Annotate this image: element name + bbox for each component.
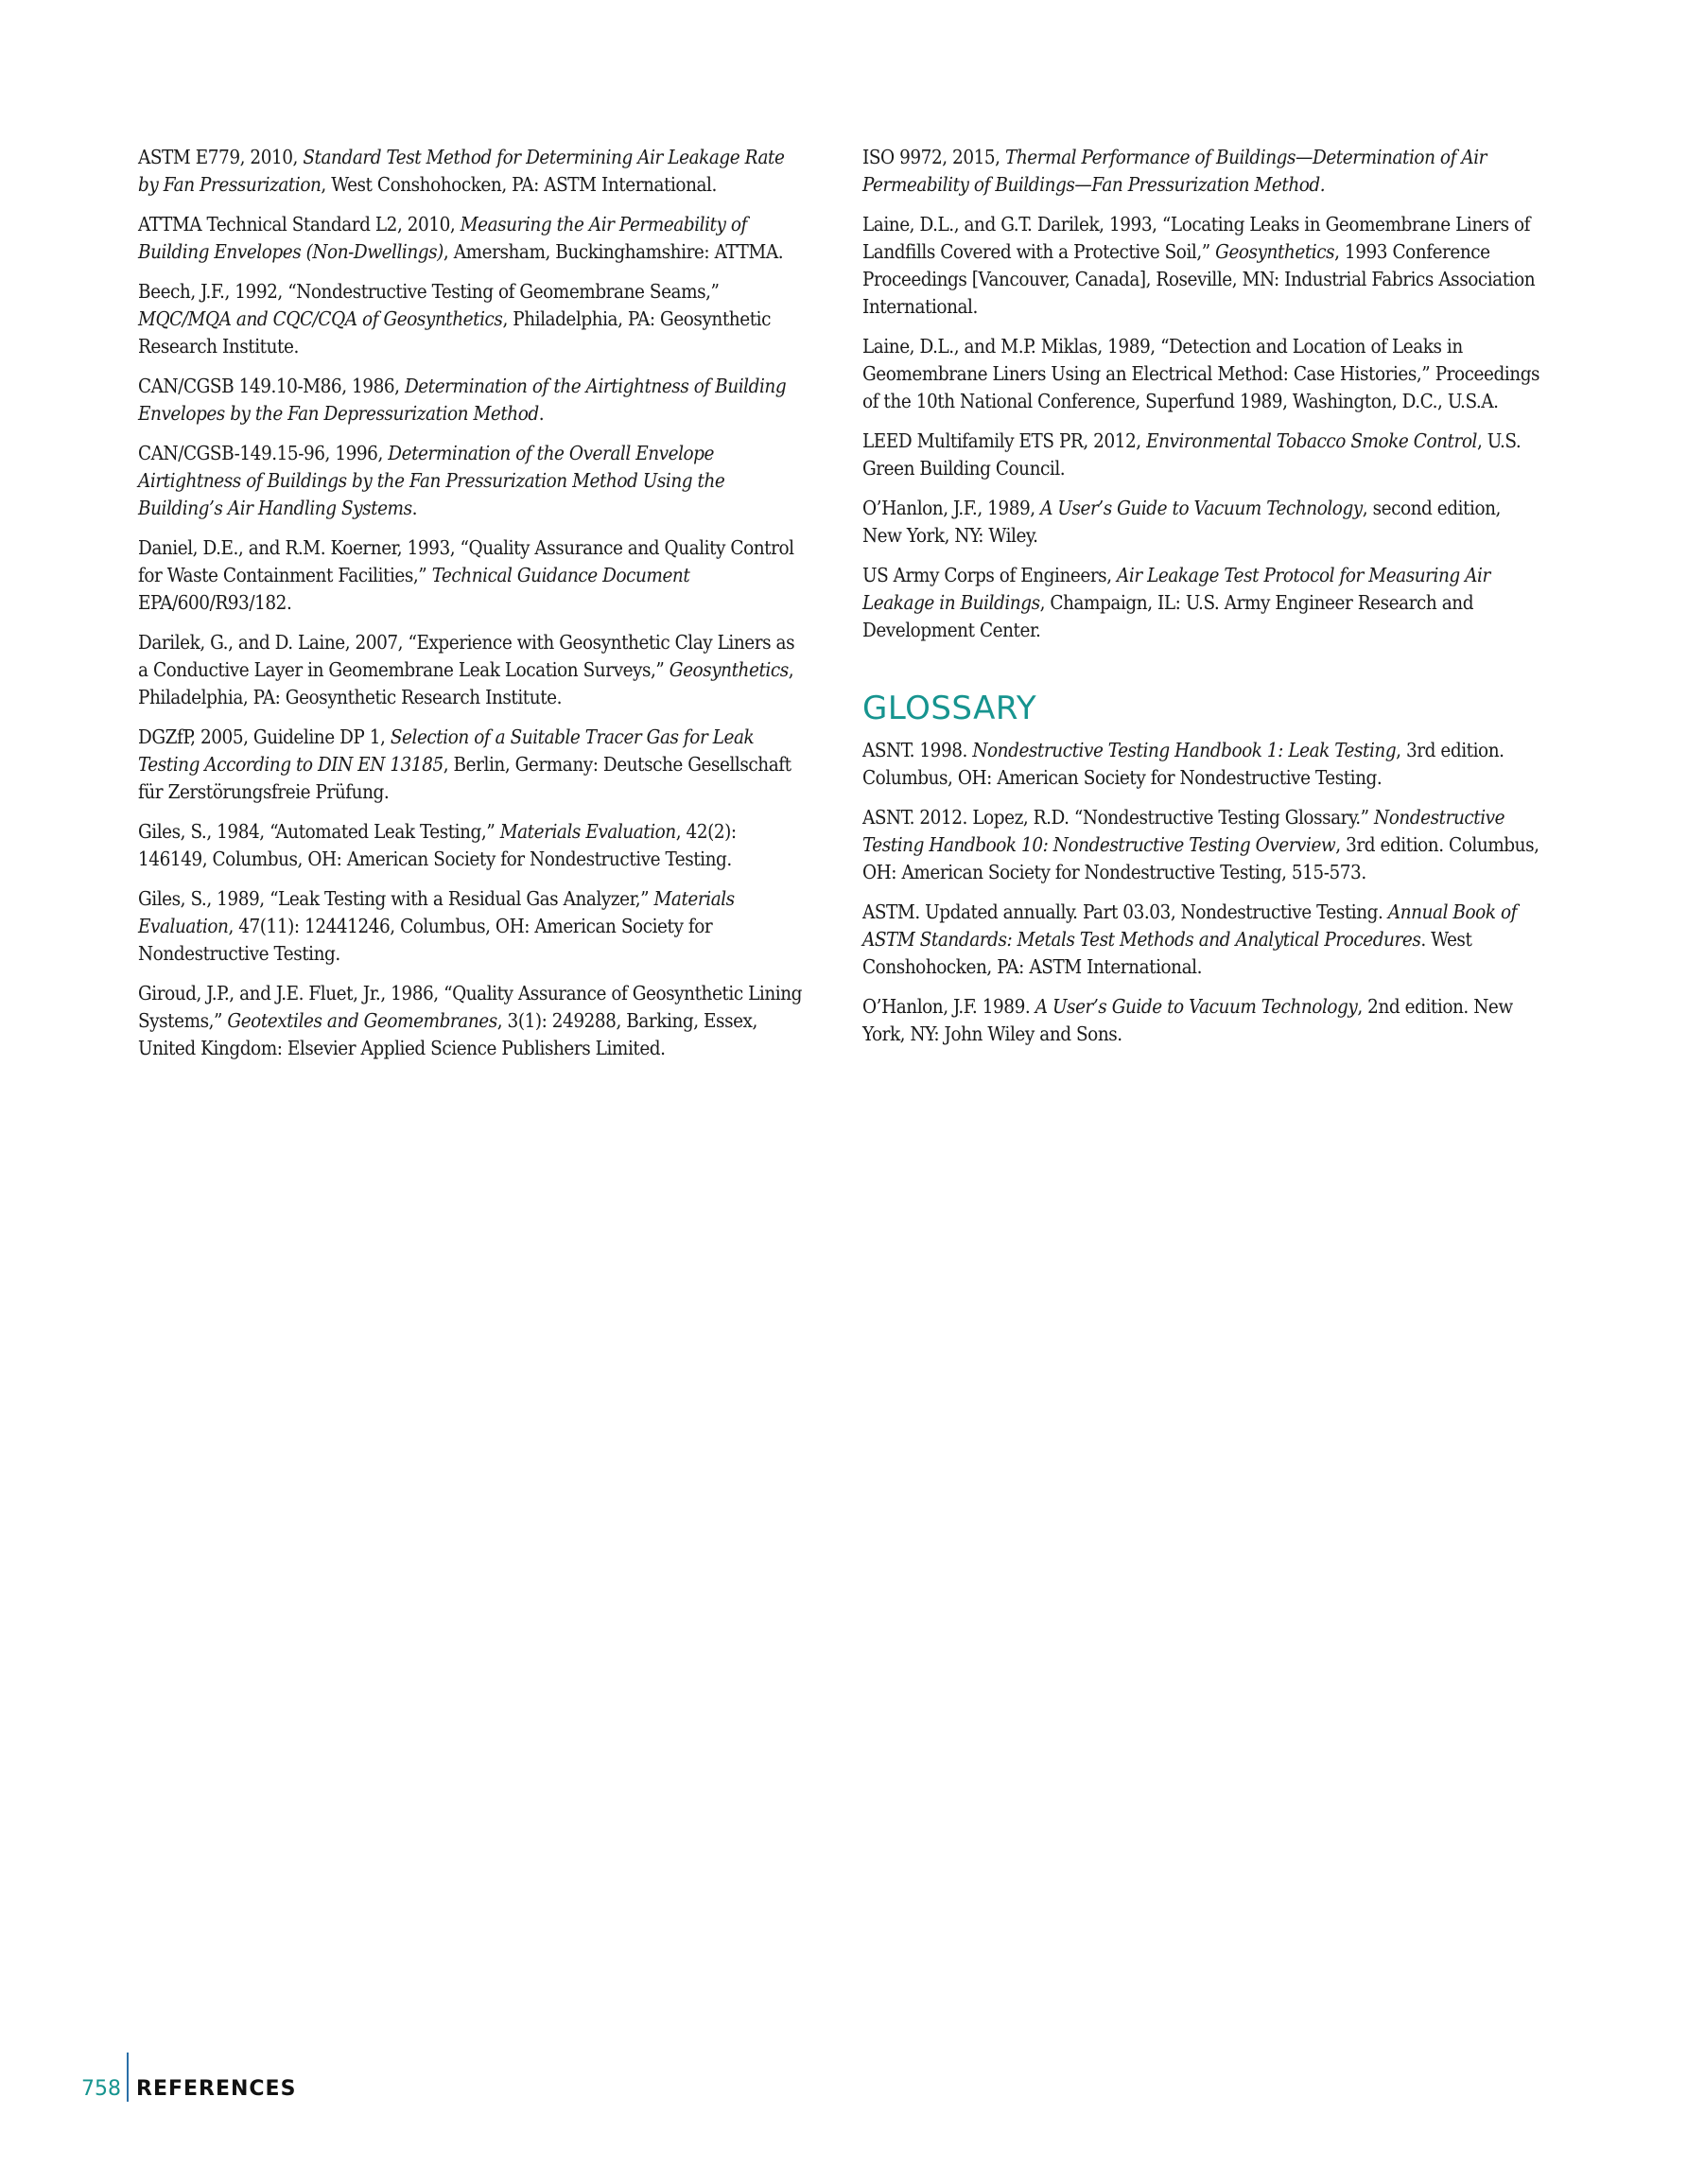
references-column-left xyxy=(138,144,809,1075)
reference-text: ASTM E779, 2010, xyxy=(138,146,304,168)
reference-text: , 3rd edition. Columbus, OH: American Society for Nondestructive Testing, 515-573. xyxy=(862,833,1539,883)
reference-text: . West Conshohocken, PA: ASTM International. xyxy=(862,928,1472,978)
reference-title-italic: Thermal Performance of Buildings—Determination of Air Permeability of Buildings—Fan Pressurization Method. xyxy=(862,146,1487,196)
reference-entry xyxy=(138,724,809,806)
glossary-heading: GLOSSARY xyxy=(862,690,1037,727)
reference-title-italic: Nondestructive Testing Handbook 1: Leak Testing xyxy=(972,739,1397,761)
reference-text: , 2nd edition. New York, NY: John Wiley and Sons. xyxy=(862,995,1513,1045)
reference-title-italic: Materials Evaluation xyxy=(138,887,735,937)
reference-text: US Army Corps of Engineers, xyxy=(862,564,1118,586)
reference-text: LEED Multifamily ETS PR, 2012, xyxy=(862,429,1147,452)
reference-title-italic: Air Leakage Test Protocol for Measuring Air Leakage in Buildings xyxy=(862,564,1490,614)
reference-title-italic: Technical Guidance Document xyxy=(431,564,690,586)
reference-entry xyxy=(138,629,809,711)
reference-text: Laine, D.L., and G.T. Darilek, 1993, “Locating Leaks in Geomembrane Liners of Landfills Covered with a Protective Soil,” xyxy=(862,213,1531,263)
reference-title-italic: Measuring the Air Permeability of Building Envelopes (Non-Dwellings) xyxy=(138,213,747,263)
reference-text: , second edition, New York, NY: Wiley. xyxy=(862,497,1501,547)
reference-text: , Amersham, Buckinghamshire: ATTMA. xyxy=(443,240,784,263)
reference-title-italic: Geosynthetics xyxy=(1215,240,1335,263)
reference-text: ATTMA Technical Standard L2, 2010, xyxy=(138,213,461,236)
reference-text: Beech, J.F., 1992, “Nondestructive Testing of Geomembrane Seams,” xyxy=(138,280,720,303)
reference-title-italic: Geosynthetics xyxy=(669,658,789,681)
reference-title-italic: Determination of the Overall Envelope Airtightness of Buildings by the Fan Pressurization Method Using the Building’s Air Handling Systems xyxy=(138,442,725,519)
reference-text: Darilek, G., and D. Laine, 2007, “Experience with Geosynthetic Clay Liners as a Conductive Layer in Geomembrane Leak Location Surveys,” xyxy=(138,631,795,681)
reference-entry xyxy=(138,885,809,968)
reference-entry xyxy=(138,211,809,266)
reference-entry xyxy=(138,373,809,428)
reference-text: , 3rd edition. Columbus, OH: American Society for Nondestructive Testing. xyxy=(862,739,1504,789)
reference-text: DGZfP, 2005, Guideline DP 1, xyxy=(138,725,391,748)
reference-text: ASNT. 1998. xyxy=(862,739,973,761)
reference-title-italic: Standard Test Method for Determining Air Leakage Rate by Fan Pressurization xyxy=(138,146,785,196)
references-list-continued xyxy=(862,144,1543,644)
reference-title-italic: Annual Book of ASTM Standards: Metals Test Methods and Analytical Procedures xyxy=(862,900,1517,951)
reference-text: ASNT. 2012. Lopez, R.D. “Nondestructive Testing Glossary.” xyxy=(862,806,1375,829)
reference-title-italic: Determination of the Airtightness of Building Envelopes by the Fan Depressurization Method xyxy=(138,375,787,425)
references-column-right xyxy=(862,144,1543,1060)
reference-title-italic: A User’s Guide to Vacuum Technology xyxy=(1035,995,1358,1018)
reference-entry xyxy=(138,278,809,360)
reference-text: , 42(2): 146149, Columbus, OH: American Society for Nondestructive Testing. xyxy=(138,820,737,870)
reference-text: Giroud, J.P., and J.E. Fluet, Jr., 1986, “Quality Assurance of Geosynthetic Lining Systems,” xyxy=(138,982,803,1032)
reference-entry xyxy=(138,144,809,199)
reference-text: . xyxy=(411,497,417,519)
reference-title-italic: Materials Evaluation xyxy=(499,820,676,843)
reference-text: O’Hanlon, J.F., 1989, xyxy=(862,497,1041,519)
reference-text: , 3(1): 249288, Barking, Essex, United Kingdom: Elsevier Applied Science Publishers Limited. xyxy=(138,1009,757,1059)
page-footer xyxy=(81,2053,296,2102)
glossary-entry xyxy=(862,899,1543,981)
reference-text: Laine, D.L., and M.P. Miklas, 1989, “Detection and Location of Leaks in Geomembrane Liners Using an Electrical Method: Case Histories,” Proceedings of the 10th National Conference, Superfund 1989, Washington, D.C., U.S.A. xyxy=(862,335,1540,412)
reference-title-italic: Nondestructive Testing Handbook 10: Nondestructive Testing Overview xyxy=(862,806,1505,856)
reference-entry xyxy=(862,428,1543,482)
reference-text: , Philadelphia, PA: Geosynthetic Research Institute. xyxy=(138,658,794,708)
reference-text: , 47(11): 12441246, Columbus, OH: American Society for Nondestructive Testing. xyxy=(138,915,713,965)
reference-text: , West Conshohocken, PA: ASTM International. xyxy=(321,173,717,196)
reference-title-italic: A User’s Guide to Vacuum Technology xyxy=(1040,497,1363,519)
reference-entry xyxy=(138,980,809,1062)
reference-text: ASTM. Updated annually. Part 03.03, Nondestructive Testing. xyxy=(862,900,1388,923)
reference-title-italic: MQC/MQA and CQC/CQA of Geosynthetics xyxy=(138,307,503,330)
reference-title-italic: Selection of a Suitable Tracer Gas for Leak Testing According to DIN EN 13185 xyxy=(138,725,755,776)
reference-text: . xyxy=(538,402,545,425)
glossary-list xyxy=(862,737,1543,1048)
reference-title-italic: Geotextiles and Geomembranes xyxy=(227,1009,497,1032)
reference-text: EPA/600/R93/182. xyxy=(138,591,292,614)
reference-text: CAN/CGSB-149.15-96, 1996, xyxy=(138,442,389,464)
reference-entry xyxy=(862,144,1543,199)
reference-text: Giles, S., 1984, “Automated Leak Testing,” xyxy=(138,820,500,843)
reference-entry xyxy=(862,495,1543,550)
reference-entry xyxy=(138,440,809,522)
reference-text: CAN/CGSB 149.10-M86, 1986, xyxy=(138,375,405,397)
reference-text: , 1993 Conference Proceedings [Vancouver, Canada], Roseville, MN: Industrial Fabrics Association International. xyxy=(862,240,1536,318)
glossary-entry xyxy=(862,737,1543,792)
reference-entry xyxy=(138,818,809,873)
reference-title-italic: Environmental Tobacco Smoke Control xyxy=(1146,429,1477,452)
reference-text: , Philadelphia, PA: Geosynthetic Research Institute. xyxy=(138,307,771,358)
glossary-entry xyxy=(862,804,1543,886)
reference-text: , Champaign, IL: U.S. Army Engineer Research and Development Center. xyxy=(862,591,1474,641)
reference-entry xyxy=(862,333,1543,415)
reference-entry xyxy=(862,211,1543,321)
reference-entry xyxy=(862,562,1543,644)
reference-text: , U.S. Green Building Council. xyxy=(862,429,1522,480)
reference-entry xyxy=(138,534,809,617)
reference-text: Giles, S., 1989, “Leak Testing with a Residual Gas Analyzer,” xyxy=(138,887,654,910)
running-title: REFERENCES xyxy=(136,2077,297,2101)
glossary-entry xyxy=(862,993,1543,1048)
reference-text: Daniel, D.E., and R.M. Koerner, 1993, “Quality Assurance and Quality Control for Waste Containment Facilities,” xyxy=(138,536,794,586)
reference-text: ISO 9972, 2015, xyxy=(862,146,1005,168)
reference-text: O’Hanlon, J.F. 1989. xyxy=(862,995,1035,1018)
reference-text: , Berlin, Germany: Deutsche Gesellschaft für Zerstörungsfreie Prüfung. xyxy=(138,753,791,803)
page-number: 758 xyxy=(81,2077,121,2101)
